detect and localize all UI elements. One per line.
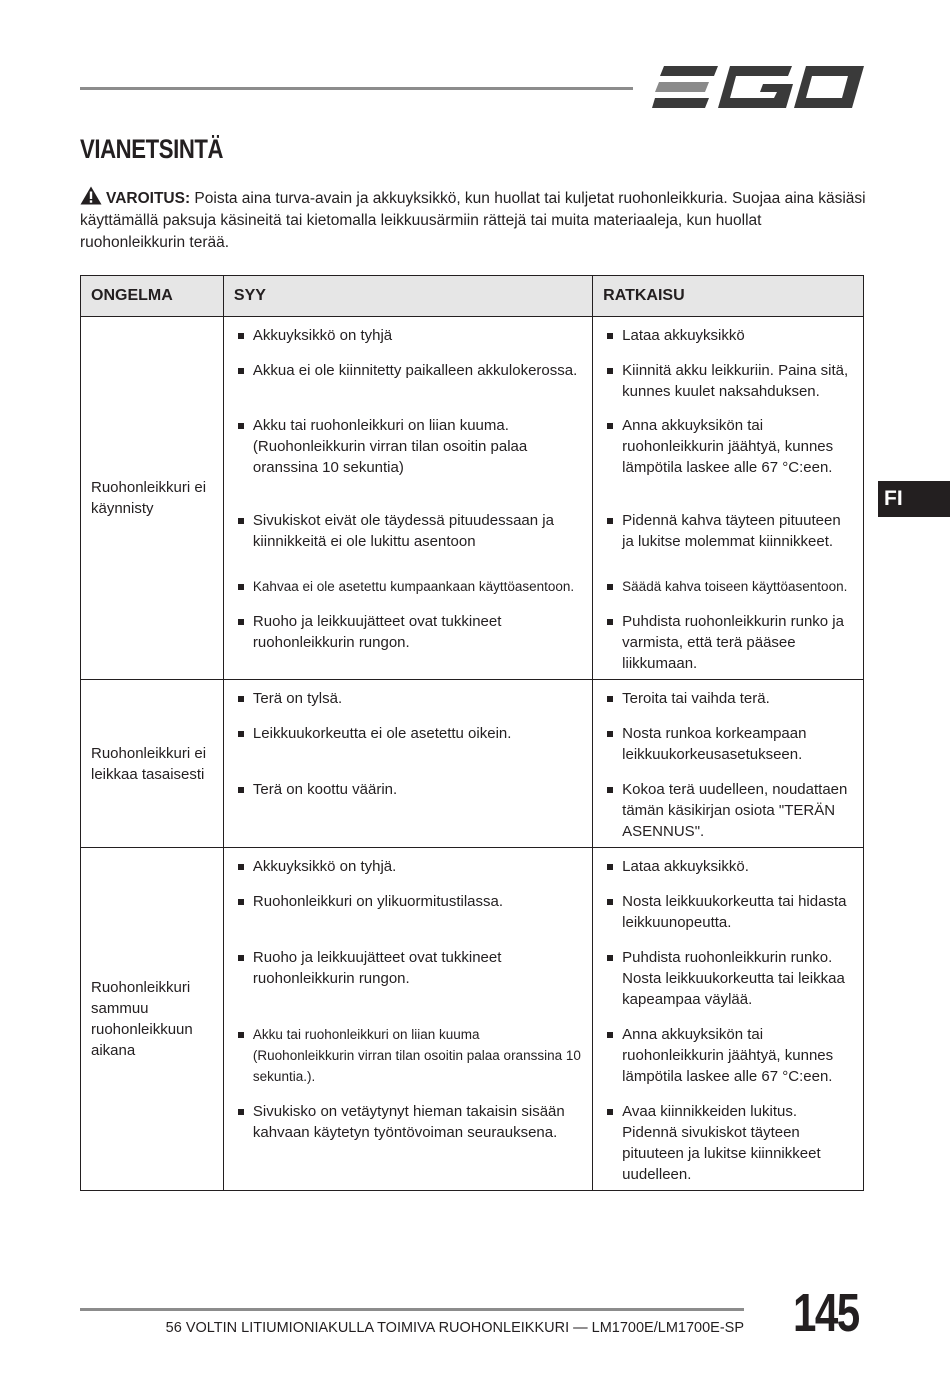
cause-item: Kahvaa ei ole asetettu kumpaankaan käyttöasentoon. <box>236 576 584 611</box>
footer-rule <box>80 1308 744 1311</box>
cause-item: Akku tai ruohonleikkuri on liian kuuma (Ruohonleikkurin virran tilan osoitin palaa oranssina 10 sekuntia.). <box>236 1024 584 1101</box>
column-header-cause: SYY <box>223 276 592 317</box>
footer-product-title: 56 VOLTIN LITIUMIONIAKULLA TOIMIVA RUOHONLEIKKURI — LM1700E/LM1700E-SP <box>165 1320 744 1336</box>
solution-cell <box>593 317 864 680</box>
solution-item: Kokoa terä uudelleen, noudattaen tämän käsikirjan osiota "TERÄN ASENNUS". <box>605 779 855 842</box>
solution-item: Pidennä kahva täyteen pituuteen ja lukitse molemmat kiinnikkeet. <box>605 510 855 576</box>
table-row <box>81 848 864 1191</box>
problem-cell: Ruohonleikkuri ei käynnisty <box>81 317 224 680</box>
solution-item: Teroita tai vaihda terä. <box>605 688 855 723</box>
solution-cell <box>593 680 864 848</box>
language-tab: FI <box>878 481 950 517</box>
warning-label: VAROITUS: <box>106 190 191 207</box>
cause-item: Sivukiskot eivät ole täydessä pituudessaan ja kiinnikkeitä ei ole lukittu asentoon <box>236 510 584 576</box>
problem-cell: Ruohonleikkuri sammuu ruohonleikkuun aikana <box>81 848 224 1191</box>
warning-notice <box>80 186 870 254</box>
solution-item: Anna akkuyksikön tai ruohonleikkurin jäähtyä, kunnes lämpötila laskee alle 67 °C:een. <box>605 1024 855 1101</box>
cause-item: Ruoho ja leikkuujätteet ovat tukkineet ruohonleikkurin rungon. <box>236 611 584 653</box>
brand-name: EGO <box>652 63 655 64</box>
solution-item: Lataa akkuyksikkö. <box>605 856 855 891</box>
solution-item: Lataa akkuyksikkö <box>605 325 855 360</box>
table-row <box>81 317 864 680</box>
solution-item: Nosta runkoa korkeampaan leikkuukorkeusasetukseen. <box>605 723 855 779</box>
cause-item: Ruoho ja leikkuujätteet ovat tukkineet ruohonleikkurin rungon. <box>236 947 584 1024</box>
troubleshooting-table <box>80 275 864 1191</box>
solution-item: Kiinnitä akku leikkuriin. Paina sitä, kunnes kuulet naksahduksen. <box>605 360 855 415</box>
cause-item: Terä on tylsä. <box>236 688 584 723</box>
solution-item: Puhdista ruohonleikkurin runko ja varmista, että terä pääsee liikkumaan. <box>605 611 855 674</box>
warning-text: Poista aina turva-avain ja akkuyksikkö, kun huollat tai kuljetat ruohonleikkuria. Suojaa aina käsiäsi käyttämällä paksuja käsineitä tai kietomalla leikkuusärmiin rättejä tai muita materiaaleja, kun huollat ruohonleikkurin terää. <box>80 190 866 251</box>
cause-item: Leikkuukorkeutta ei ole asetettu oikein. <box>236 723 584 779</box>
cause-item: Akkuyksikkö on tyhjä <box>236 325 584 360</box>
ego-logo <box>652 63 864 111</box>
header-rule <box>80 87 633 90</box>
column-header-solution: RATKAISU <box>593 276 864 317</box>
table-row <box>81 680 864 848</box>
page-title: VIANETSINTÄ <box>80 134 224 164</box>
solution-item: Avaa kiinnikkeiden lukitus. Pidennä sivukiskot täyteen pituuteen ja lukitse kiinnikkeet uudelleen. <box>605 1101 855 1185</box>
cause-item: Terä on koottu väärin. <box>236 779 584 800</box>
cause-cell <box>223 317 592 680</box>
page-number: 145 <box>793 1283 859 1343</box>
solution-item: Puhdista ruohonleikkurin runko. Nosta leikkuukorkeutta tai leikkaa kapeampaa väylää. <box>605 947 855 1024</box>
cause-item: Akku tai ruohonleikkuri on liian kuuma. (Ruohonleikkurin virran tilan osoitin palaa oranssina 10 sekuntia) <box>236 415 584 510</box>
problem-cell: Ruohonleikkuri ei leikkaa tasaisesti <box>81 680 224 848</box>
warning-icon <box>80 186 102 205</box>
solution-cell <box>593 848 864 1191</box>
cause-item: Akkua ei ole kiinnitetty paikalleen akkulokerossa. <box>236 360 584 415</box>
cause-cell <box>223 680 592 848</box>
solution-item: Anna akkuyksikön tai ruohonleikkurin jäähtyä, kunnes lämpötila laskee alle 67 °C:een. <box>605 415 855 510</box>
cause-item: Sivukisko on vetäytynyt hieman takaisin sisään kahvaan käytetyn työntövoiman seurauksena. <box>236 1101 584 1143</box>
solution-item: Säädä kahva toiseen käyttöasentoon. <box>605 576 855 611</box>
column-header-problem: ONGELMA <box>81 276 224 317</box>
solution-item: Nosta leikkuukorkeutta tai hidasta leikkuunopeutta. <box>605 891 855 947</box>
table-header-row <box>81 276 864 317</box>
cause-cell <box>223 848 592 1191</box>
cause-item: Akkuyksikkö on tyhjä. <box>236 856 584 891</box>
cause-item: Ruohonleikkuri on ylikuormitustilassa. <box>236 891 584 947</box>
